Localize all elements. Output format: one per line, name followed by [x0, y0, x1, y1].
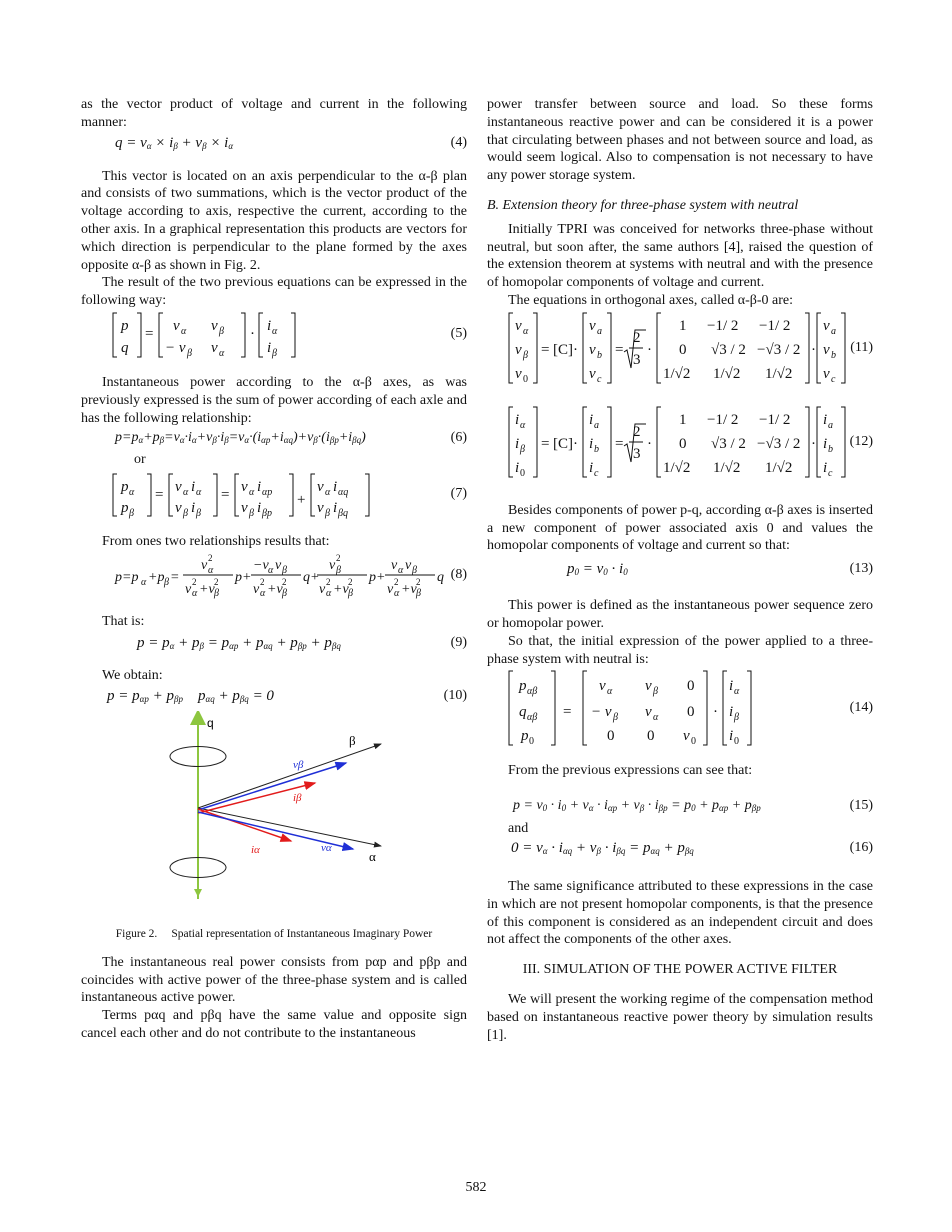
svg-text:β: β: [187, 347, 192, 359]
svg-text:−1/ 2: −1/ 2: [759, 411, 791, 428]
equation-16: $0 = v_\alpha \cdot i_{\alpha q} + v_\beta \cdot i_{\beta q} = p_{\alpha q} + p_{\beta q}$ (16): [511, 839, 873, 856]
svg-text:c: c: [597, 373, 602, 385]
svg-text:=: =: [615, 435, 624, 452]
svg-text:β: β: [214, 588, 219, 600]
svg-text:v: v: [515, 365, 522, 382]
svg-text:v: v: [823, 365, 830, 382]
svg-text:p: p: [121, 317, 129, 334]
svg-text:0: 0: [607, 728, 615, 745]
svg-text:v: v: [589, 317, 596, 334]
svg-text:0: 0: [647, 728, 655, 745]
svg-text:i: i: [257, 479, 262, 496]
svg-text:α: α: [260, 588, 266, 600]
svg-text:q: q: [519, 704, 527, 721]
svg-text:c: c: [831, 373, 836, 385]
and-text: and: [508, 821, 529, 837]
svg-text:1/√2: 1/√2: [713, 459, 741, 476]
svg-text:√3 / 2: √3 / 2: [711, 341, 746, 358]
svg-text:+v: +v: [199, 582, 215, 598]
figure-2: [81, 711, 467, 923]
equation-number: (15): [849, 798, 873, 814]
paragraph: Instantaneous power according to the α-β axes, as was previously expressed is the sum of power according of each axle and has the following relationship:: [81, 374, 467, 426]
equation-14: [487, 668, 873, 750]
svg-text:q: q: [121, 339, 129, 356]
svg-text:p: p: [519, 678, 527, 695]
svg-text:α: α: [141, 577, 147, 589]
svg-text:q: q: [437, 570, 444, 586]
svg-text:β: β: [196, 508, 201, 520]
svg-text:β: β: [282, 565, 287, 577]
equation-9: $p = p_\alpha + p_\beta = p_{\alpha p} + p_{\alpha q} + p_{\beta p} + p_{\beta q}$ (9): [137, 634, 467, 651]
svg-text:αβ: αβ: [527, 712, 538, 724]
svg-text:α: α: [520, 419, 526, 431]
q-axis-arrowhead-bottom: [194, 889, 202, 897]
figure-caption: [81, 927, 467, 942]
paragraph: From ones two relationships results that:: [102, 534, 330, 550]
svg-text:v: v: [823, 341, 830, 358]
equation-number: (11): [850, 339, 873, 355]
equation-11: [487, 310, 873, 388]
svg-text:[C]·: [C]·: [553, 435, 578, 452]
svg-text:·: ·: [647, 341, 652, 358]
svg-text:a: a: [597, 325, 602, 337]
equation-number: (16): [849, 839, 873, 855]
svg-text:1/√2: 1/√2: [713, 365, 741, 382]
svg-text:0: 0: [687, 704, 695, 721]
svg-text:1: 1: [679, 411, 687, 428]
svg-text:·: ·: [811, 341, 816, 358]
svg-text:2: 2: [633, 329, 641, 346]
section-heading-iii: III. SIMULATION OF THE POWER ACTIVE FILTER: [522, 962, 838, 978]
svg-text:α: α: [523, 325, 529, 337]
svg-text:=: =: [563, 704, 572, 721]
svg-text:3: 3: [633, 445, 641, 462]
svg-text:v: v: [515, 341, 522, 358]
svg-text:β: β: [348, 588, 353, 600]
svg-text:v: v: [391, 558, 398, 574]
svg-text:1/√2: 1/√2: [765, 459, 793, 476]
svg-text:c: c: [828, 467, 833, 479]
svg-text:i: i: [589, 459, 594, 476]
paragraph: as the vector product of voltage and current in the following manner:: [81, 97, 467, 130]
equation-number: (6): [450, 430, 467, 446]
svg-text:0: 0: [687, 678, 695, 695]
paragraph: power transfer between source and load. So these forms instantaneous reactive power and can be considered it is a power that circulating between phases and not between source and load, as would seem logical. Also to compensation is not necessary to have any power storage system.: [487, 97, 873, 184]
svg-text:i: i: [333, 500, 338, 517]
svg-text:p: p: [121, 479, 129, 496]
equation-5: [81, 310, 467, 362]
svg-text:b: b: [831, 349, 836, 361]
svg-text:i: i: [515, 411, 520, 428]
svg-text:i: i: [823, 411, 828, 428]
svg-text:α: α: [653, 712, 659, 724]
svg-text:v: v: [241, 479, 248, 496]
label-beta: β: [349, 732, 356, 748]
svg-text:i: i: [267, 339, 272, 356]
section-heading-b: B. Extension theory for three-phase system with neutral: [487, 197, 799, 213]
right-column: [487, 96, 873, 1045]
svg-text:i: i: [823, 459, 828, 476]
paragraph: We will present the working regime of the compensation method based on instantaneous reactive power theory by simulation results [1].: [487, 992, 873, 1043]
svg-text:α: α: [607, 686, 613, 698]
equation-number: (8): [450, 567, 467, 583]
svg-text:β: β: [249, 508, 254, 520]
svg-text:v: v: [645, 678, 652, 695]
svg-text:α: α: [394, 588, 400, 600]
svg-text:0: 0: [679, 341, 687, 358]
svg-text:·: ·: [250, 325, 255, 342]
svg-text:[C]·: [C]·: [553, 341, 578, 358]
equation-number: (13): [849, 561, 873, 577]
svg-text:β: β: [282, 588, 287, 600]
paragraph: This power is defined as the instantaneous power sequence zero or homopolar power.: [487, 598, 873, 631]
svg-text:+p: +p: [148, 570, 165, 586]
svg-text:αp: αp: [262, 487, 273, 499]
paragraph: This vector is located on an axis perpendicular to the α-β plan and consists of two summations, which is the vector product of the voltage according to axis, respective the current, according to the other axis. In a graphical representation this products are vectors for which direction is perpendicular to the plane formed by the axes opposite α-β as shown in Fig. 2.: [81, 168, 467, 273]
equation-15: $p = v_0 \cdot i_0 + v_\alpha \cdot i_{\alpha p} + v_\beta \cdot i_{\beta p} = p_0 + p_{\alpha p} + p_{\beta p}$ (15): [513, 798, 873, 814]
label-i-beta: iβ: [293, 791, 302, 804]
label-i-alpha: iα: [251, 843, 260, 856]
svg-text:q+: q+: [303, 570, 320, 586]
svg-text:=: =: [541, 435, 550, 452]
svg-text:α: α: [249, 487, 255, 499]
svg-text:i: i: [191, 479, 196, 496]
svg-text:i: i: [823, 435, 828, 452]
svg-text:βq: βq: [338, 508, 348, 520]
svg-text:α: α: [192, 588, 198, 600]
svg-text:β: β: [734, 712, 739, 724]
svg-text:2: 2: [282, 577, 287, 588]
svg-text:i: i: [729, 728, 734, 745]
svg-text:−√3 / 2: −√3 / 2: [757, 435, 801, 452]
svg-text:p: p: [521, 728, 529, 745]
svg-text:β: β: [183, 508, 188, 520]
svg-text:αβ: αβ: [527, 686, 538, 698]
svg-text:2: 2: [416, 577, 421, 588]
svg-text:β: β: [412, 565, 417, 577]
label-v-alpha: vα: [321, 841, 332, 854]
svg-text:β: β: [272, 347, 277, 359]
svg-text:− v: − v: [591, 704, 612, 721]
svg-text:i: i: [515, 459, 520, 476]
svg-text:=: =: [221, 487, 230, 504]
svg-text:i: i: [589, 435, 594, 452]
svg-text:α: α: [181, 325, 187, 337]
svg-text:v: v: [201, 558, 208, 574]
equation-4: $q = v_\alpha \times i_\beta + v_\beta \times i_\alpha$ (4): [115, 134, 467, 151]
svg-text:1/√2: 1/√2: [765, 365, 793, 382]
svg-text:i: i: [729, 678, 734, 695]
svg-text:=: =: [615, 341, 624, 358]
figure-caption-text: Spatial representation of Instantaneous Imaginary Power: [171, 927, 433, 940]
svg-text:i: i: [257, 500, 262, 517]
svg-text:v: v: [823, 317, 830, 334]
svg-text:v: v: [173, 317, 180, 334]
svg-text:2: 2: [260, 577, 265, 588]
svg-text:β: β: [129, 508, 134, 520]
svg-text:v: v: [599, 678, 606, 695]
svg-text:1/√2: 1/√2: [663, 365, 691, 382]
svg-text:β: β: [325, 508, 330, 520]
svg-text:2: 2: [348, 577, 353, 588]
svg-text:p+: p+: [235, 570, 252, 586]
svg-text:β: β: [336, 565, 341, 577]
svg-text:2: 2: [336, 553, 341, 564]
svg-text:0: 0: [520, 467, 525, 479]
paragraph: The result of the two previous equations can be expressed in the following way:: [81, 275, 467, 309]
svg-text:i: i: [515, 435, 520, 452]
or-text: or: [134, 452, 146, 468]
svg-text:−1/ 2: −1/ 2: [707, 317, 739, 334]
equation-number: (12): [849, 433, 873, 449]
label-v-beta: vβ: [293, 758, 304, 771]
svg-text:+v: +v: [267, 582, 283, 598]
svg-text:α: α: [325, 487, 331, 499]
svg-text:·: ·: [713, 704, 718, 721]
svg-text:i: i: [191, 500, 196, 517]
svg-text:α: α: [129, 487, 135, 499]
equation-number: (10): [443, 687, 467, 703]
svg-text:a: a: [831, 325, 836, 337]
equation-number: (4): [450, 134, 467, 150]
svg-text:β: β: [613, 712, 618, 724]
svg-text:=: =: [155, 487, 164, 504]
svg-text:v: v: [253, 582, 260, 598]
figure-caption-label: Figure 2.: [115, 927, 158, 940]
equation-13: $p_0 = v_0 \cdot i_0$ (13): [567, 561, 873, 578]
equation-10: $p = p_{\alpha p} + p_{\beta p}$ $p_{\alpha q} + p_{\beta q} = 0$ (10): [107, 687, 467, 704]
svg-text:p+: p+: [369, 570, 386, 586]
svg-text:v: v: [211, 317, 218, 334]
svg-text:·: ·: [811, 435, 816, 452]
svg-text:+v: +v: [333, 582, 349, 598]
svg-text:b: b: [594, 443, 599, 455]
left-column: [81, 96, 467, 1043]
svg-text:+: +: [297, 492, 306, 509]
svg-text:0: 0: [679, 435, 687, 452]
svg-text:βp: βp: [262, 508, 272, 520]
svg-text:αq: αq: [338, 487, 349, 499]
equation-7: [81, 471, 467, 521]
svg-text:−v: −v: [253, 558, 269, 574]
svg-text:1/√2: 1/√2: [663, 459, 691, 476]
equation-number: (14): [849, 700, 873, 716]
svg-text:β: β: [523, 349, 528, 361]
svg-text:α: α: [196, 487, 202, 499]
svg-text:+v: +v: [401, 582, 417, 598]
svg-text:β: β: [653, 686, 658, 698]
svg-text:−√3 / 2: −√3 / 2: [757, 341, 801, 358]
svg-text:v: v: [175, 479, 182, 496]
svg-text:2: 2: [633, 423, 641, 440]
svg-text:i: i: [589, 411, 594, 428]
paragraph: We obtain:: [102, 667, 163, 683]
svg-text:α: α: [183, 487, 189, 499]
svg-text:v: v: [589, 341, 596, 358]
paragraph: From the previous expressions can see that:: [508, 763, 753, 779]
svg-text:c: c: [594, 467, 599, 479]
svg-text:1: 1: [679, 317, 687, 334]
svg-text:α: α: [398, 565, 404, 577]
equation-6: $p=p_\alpha+p_\beta=v_\alpha\cdot i_\alpha+v_\beta\cdot i_\beta=v_\alpha\cdot(i_{\alpha p}+i_{\alpha q})+v_\beta\cdot(i_{\beta p}+i_{\beta q})$ (6): [115, 430, 467, 446]
svg-text:i: i: [729, 704, 734, 721]
svg-text:v: v: [589, 365, 596, 382]
svg-text:v: v: [317, 500, 324, 517]
svg-text:b: b: [597, 349, 602, 361]
svg-text:α: α: [734, 686, 740, 698]
svg-text:2: 2: [214, 577, 219, 588]
svg-text:v: v: [175, 500, 182, 517]
svg-text:·: ·: [647, 435, 652, 452]
svg-text:v: v: [241, 500, 248, 517]
paragraph: The equations in orthogonal axes, called α-β-0 are:: [508, 292, 794, 308]
svg-text:β: β: [164, 577, 169, 589]
svg-text:β: β: [416, 588, 421, 600]
label-q: q: [207, 715, 214, 730]
label-alpha: α: [369, 848, 376, 864]
svg-text:a: a: [594, 419, 599, 431]
svg-text:0: 0: [523, 373, 528, 385]
svg-text:α: α: [268, 565, 274, 577]
svg-text:b: b: [828, 443, 833, 455]
paragraph: So that, the initial expression of the power applied to a three-phase system with neutral is:: [487, 633, 873, 667]
page-number: 582: [465, 1180, 487, 1195]
svg-text:v: v: [319, 582, 326, 598]
svg-text:v: v: [185, 582, 192, 598]
svg-text:β: β: [520, 443, 525, 455]
paragraph: Terms pαq and pβq have the same value and opposite sign cancel each other and do not contribute to the instantaneous: [81, 1008, 467, 1041]
paragraph: Besides components of power p-q, according α-β axes is inserted a new component of power associated axis 0 and values the homopolar components of voltage and current so that:: [487, 502, 873, 554]
svg-text:2: 2: [326, 577, 331, 588]
svg-text:2: 2: [208, 553, 213, 564]
svg-text:p: p: [121, 500, 129, 517]
svg-text:0: 0: [691, 736, 696, 748]
equation-number: (5): [450, 325, 467, 341]
svg-text:=: =: [541, 341, 550, 358]
svg-text:3: 3: [633, 351, 641, 368]
svg-text:2: 2: [394, 577, 399, 588]
svg-text:a: a: [828, 419, 833, 431]
svg-text:α: α: [208, 565, 214, 577]
svg-text:α: α: [272, 325, 278, 337]
svg-text:β: β: [219, 325, 224, 337]
svg-text:− v: − v: [165, 339, 186, 356]
svg-text:α: α: [326, 588, 332, 600]
svg-text:v: v: [387, 582, 394, 598]
svg-text:0: 0: [529, 736, 534, 748]
v-beta-vector: [198, 763, 346, 810]
figure-2-diagram: [81, 711, 467, 923]
svg-text:v: v: [683, 728, 690, 745]
svg-text:−1/ 2: −1/ 2: [707, 411, 739, 428]
svg-text:√3 / 2: √3 / 2: [711, 435, 746, 452]
svg-text:v: v: [329, 558, 336, 574]
svg-text:α: α: [219, 347, 225, 359]
i-alpha-vector: [198, 809, 291, 841]
paragraph: The instantaneous real power consists from pαp and pβp and coincides with active power of the three-phase system and is called instantaneous active power.: [81, 954, 467, 1006]
equation-number: (7): [450, 486, 467, 502]
equation-8: [81, 551, 467, 601]
equation-12: [487, 404, 873, 482]
svg-text:=: =: [170, 570, 180, 586]
paragraph: That is:: [102, 614, 145, 630]
paragraph: Initially TPRI was conceived for networks three-phase without neutral, but soon after, the same authors [4], raised the question of the extension theorem at systems with neutral and with the presence of homopolar components of voltage and current.: [487, 221, 873, 291]
svg-text:v: v: [275, 558, 282, 574]
paragraph: The same significance attributed to these expressions in the case in which are not present homopolar components, is that the presence of this component is considered as an independent circuit and does not affect the components of the other axes.: [487, 878, 873, 948]
equation-number: (9): [450, 634, 467, 650]
svg-text:v: v: [317, 479, 324, 496]
svg-text:p=p: p=p: [115, 570, 139, 586]
svg-text:i: i: [267, 317, 272, 334]
svg-text:2: 2: [192, 577, 197, 588]
svg-text:0: 0: [734, 736, 739, 748]
svg-text:i: i: [333, 479, 338, 496]
svg-text:=: =: [145, 325, 154, 342]
svg-text:v: v: [405, 558, 412, 574]
svg-text:−1/ 2: −1/ 2: [759, 317, 791, 334]
svg-text:v: v: [515, 317, 522, 334]
svg-text:v: v: [645, 704, 652, 721]
svg-text:v: v: [211, 339, 218, 356]
